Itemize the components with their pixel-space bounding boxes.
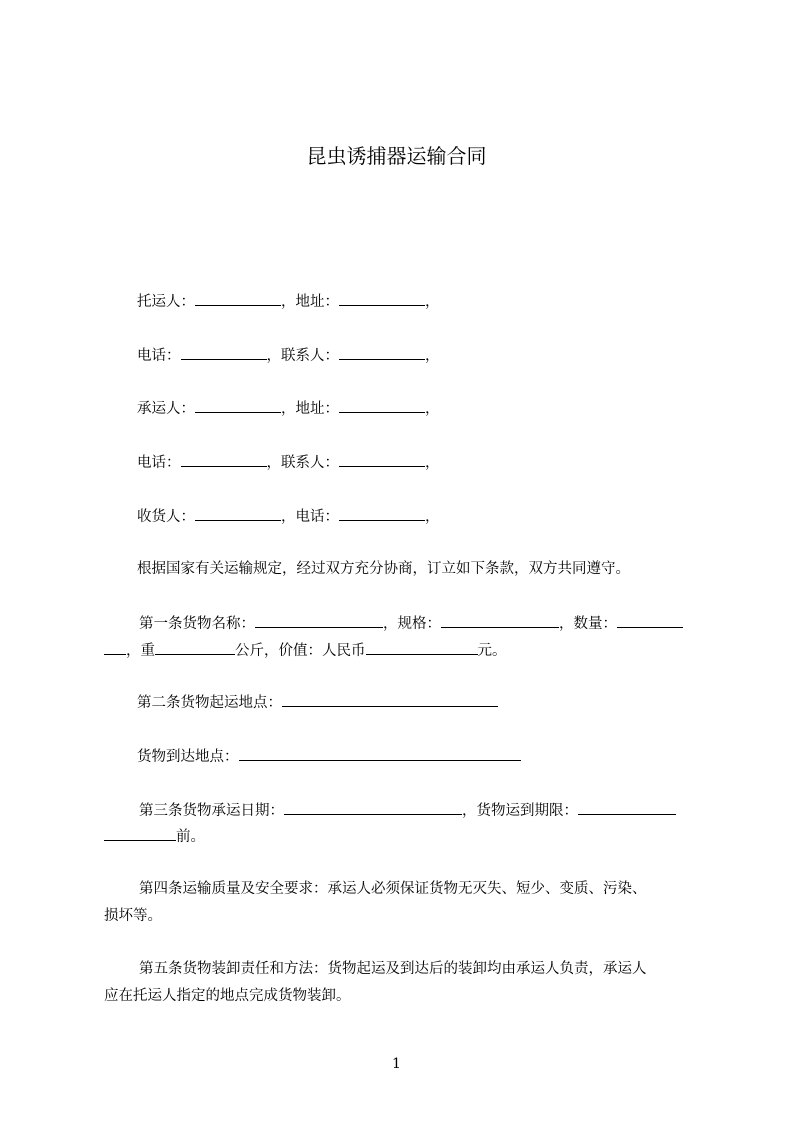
carrier-phone-blank[interactable] <box>181 452 267 467</box>
article-5-line-1: 第五条货物装卸责任和方法：货物起运及到达后的装卸均由承运人负责，承运人 <box>139 961 647 977</box>
arrival-label: 货物到达地点： <box>137 749 239 765</box>
comma: ， <box>281 509 296 525</box>
article-2-label: 第二条货物起运地点： <box>137 695 282 711</box>
carrier-address-blank[interactable] <box>339 398 425 413</box>
arrival-blank[interactable] <box>239 746 521 761</box>
article-1-line-1 <box>139 613 739 634</box>
article-3-line-1 <box>139 800 739 821</box>
consignee-label: 收货人： <box>137 509 195 525</box>
phone-label: 电话： <box>137 455 181 471</box>
yuan-label: 元。 <box>477 643 507 659</box>
deadline-blank[interactable] <box>578 800 676 815</box>
page-number: 1 <box>392 1056 401 1072</box>
shipper-phone-line <box>137 345 737 366</box>
weight-blank[interactable] <box>155 640 235 655</box>
carrier-contact-blank[interactable] <box>339 452 425 467</box>
article-3-label: 第三条货物承运日期： <box>139 803 284 819</box>
qty-blank[interactable] <box>617 613 683 628</box>
article-1-line-2 <box>104 640 704 661</box>
before-label: 前。 <box>176 829 205 845</box>
date-blank[interactable] <box>284 800 462 815</box>
shipper-blank[interactable] <box>195 291 281 306</box>
comma: ， <box>425 348 440 364</box>
comma: ， <box>425 455 440 471</box>
comma: ， <box>281 294 296 310</box>
carrier-phone-line <box>137 452 737 473</box>
phone-label: 电话： <box>137 348 181 364</box>
weight-label: ，重 <box>126 643 155 659</box>
shipper-phone-blank[interactable] <box>181 345 267 360</box>
deadline-label: ，货物运到期限： <box>462 803 578 819</box>
contact-label: 联系人： <box>281 455 339 471</box>
carrier-blank[interactable] <box>195 398 281 413</box>
departure-blank[interactable] <box>282 692 498 707</box>
carrier-label: 承运人： <box>137 401 195 417</box>
comma: ， <box>281 401 296 417</box>
address-label: 地址： <box>295 294 339 310</box>
article-2-line <box>137 692 737 713</box>
comma: ， <box>266 348 281 364</box>
shipper-address-blank[interactable] <box>339 291 425 306</box>
spec-label: ，规格： <box>383 616 441 632</box>
qty-blank-cont[interactable] <box>104 640 126 655</box>
arrival-line <box>137 746 737 767</box>
contact-label: 联系人： <box>281 348 339 364</box>
qty-label: ，数量： <box>559 616 617 632</box>
intro-paragraph: 根据国家有关运输规定，经过双方充分协商，订立如下条款，双方共同遵守。 <box>137 561 630 577</box>
spec-blank[interactable] <box>441 613 559 628</box>
comma: ， <box>425 509 440 525</box>
shipper-contact-blank[interactable] <box>339 345 425 360</box>
comma: ， <box>425 294 440 310</box>
goods-name-blank[interactable] <box>255 613 383 628</box>
address-label: 地址： <box>295 401 339 417</box>
article-4-line-1: 第四条运输质量及安全要求：承运人必须保证货物无灭失、短少、变质、污染、 <box>139 881 647 897</box>
consignee-blank[interactable] <box>195 506 281 521</box>
price-blank[interactable] <box>366 640 478 655</box>
document-title: 昆虫诱捕器运输合同 <box>306 144 487 168</box>
deadline-blank-cont[interactable] <box>104 826 176 841</box>
consignee-line <box>137 506 737 527</box>
comma: ， <box>425 401 440 417</box>
carrier-line <box>137 398 737 419</box>
shipper-label: 托运人： <box>137 294 195 310</box>
article-3-line-2 <box>104 826 704 847</box>
article-1-label: 第一条货物名称： <box>139 616 255 632</box>
article-4-line-2: 损坏等。 <box>104 908 162 924</box>
phone-label: 电话： <box>295 509 339 525</box>
kg-price-label: 公斤，价值：人民币 <box>235 643 366 659</box>
comma: ， <box>266 455 281 471</box>
article-5-line-2: 应在托运人指定的地点完成货物装卸。 <box>104 988 351 1004</box>
consignee-phone-blank[interactable] <box>339 506 425 521</box>
shipper-line <box>137 291 737 312</box>
